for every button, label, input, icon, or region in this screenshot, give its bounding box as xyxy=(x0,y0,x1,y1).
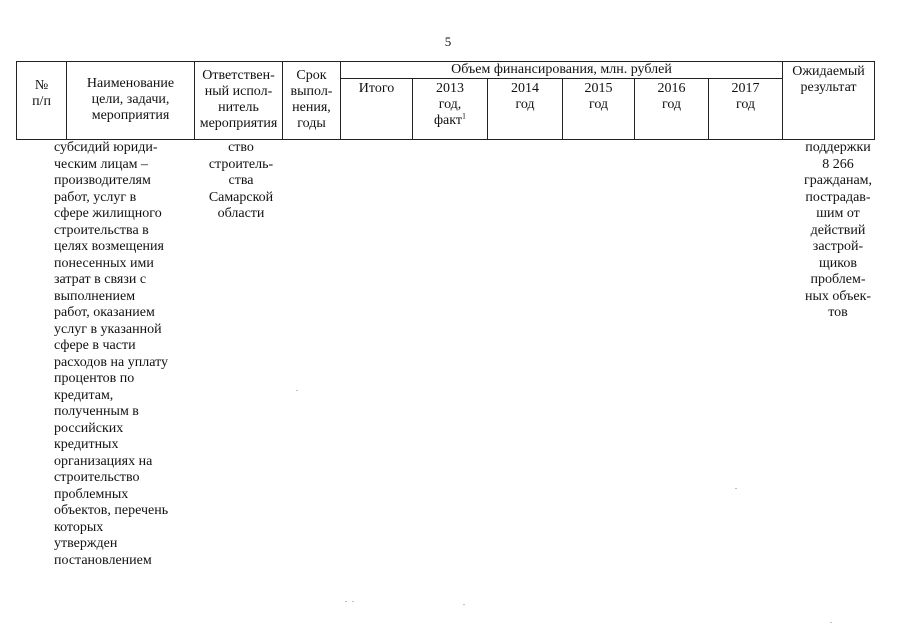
text-line: утвержден xyxy=(54,536,118,551)
text-line: услуг в указанной xyxy=(54,321,162,337)
activity-name-text xyxy=(54,140,190,569)
text-line: ство xyxy=(228,140,254,155)
text-line: проблем- xyxy=(810,272,866,287)
scan-speck xyxy=(735,488,737,489)
text-line: гражданам, xyxy=(803,173,873,188)
text-line: ства xyxy=(228,173,254,188)
header-year-2017: 2017 год xyxy=(709,79,783,140)
header-year-2013: 2013 год, факт$^1$ xyxy=(413,79,488,140)
header-number: № п/п xyxy=(17,62,67,140)
text-line: которых xyxy=(54,519,104,535)
text-line: строитель- xyxy=(208,156,274,172)
scan-speck xyxy=(830,622,832,623)
text-line: полученным в xyxy=(54,404,139,419)
text-line: шим от xyxy=(816,206,860,221)
header-year-2014: 2014 год xyxy=(488,79,563,140)
text-line: работ, оказанием xyxy=(54,305,155,320)
scan-speck xyxy=(463,604,465,605)
header-year-2015: 2015 год xyxy=(563,79,635,140)
text-line: сфере жилищного xyxy=(54,206,162,221)
footnote-marker: 1 xyxy=(462,111,467,121)
text-line: щиков xyxy=(819,255,857,271)
text-line: сфере в части xyxy=(54,338,136,353)
text-line: производителям xyxy=(54,173,151,188)
text-line: затрат в связи с xyxy=(54,272,147,287)
expected-result-text xyxy=(796,140,880,322)
text-line: кредитам, xyxy=(54,387,114,403)
text-line: Самарской xyxy=(208,189,274,205)
header-expected-result: Ожидаемый результат xyxy=(783,62,875,140)
text-line: области xyxy=(217,206,265,221)
text-line: целях возмещения xyxy=(54,239,164,254)
text-line: застрой- xyxy=(812,239,864,254)
header-responsible: Ответствен- ный испол- нитель мероприятия xyxy=(195,62,283,140)
header-funding-title: Объем финансирования, млн. рублей xyxy=(341,62,783,79)
funding-table-header xyxy=(16,61,875,140)
header-year-2016: 2016 год xyxy=(635,79,709,140)
scan-speck xyxy=(345,601,347,602)
text-line: пострадав- xyxy=(805,189,871,205)
page-number: 5 xyxy=(444,34,452,49)
text-line: тов xyxy=(828,305,848,320)
text-line: строительства в xyxy=(54,222,149,238)
text-line: выполнением xyxy=(54,288,136,304)
text-line: расходов на уплату xyxy=(54,354,169,370)
text-line: ных объек- xyxy=(804,288,872,304)
scan-speck xyxy=(352,601,354,602)
header-total: Итого xyxy=(341,79,413,140)
text-line: работ, услуг в xyxy=(54,189,137,205)
scan-speck xyxy=(296,390,298,391)
text-line: процентов по xyxy=(54,371,135,386)
text-line: объектов, перечень xyxy=(54,503,169,518)
text-line: организациях на xyxy=(54,453,153,469)
header-term: Срок выпол- нения, годы xyxy=(283,62,341,140)
text-line: действий xyxy=(810,222,866,238)
text-line: поддержки xyxy=(805,140,871,155)
text-line: ческим лицам – xyxy=(54,156,149,172)
text-line: 8 266 xyxy=(822,156,854,172)
text-line: субсидий юриди- xyxy=(54,140,158,155)
text-line: понесенных ими xyxy=(54,255,154,271)
responsible-executor-text xyxy=(196,140,286,223)
header-name: Наименование цели, задачи, мероприятия xyxy=(67,62,195,140)
text-line: проблемных xyxy=(54,486,129,502)
text-line: постановлением xyxy=(54,552,152,568)
text-line: российских xyxy=(54,420,124,436)
text-line: кредитных xyxy=(54,437,119,452)
text-line: строительство xyxy=(54,470,140,485)
